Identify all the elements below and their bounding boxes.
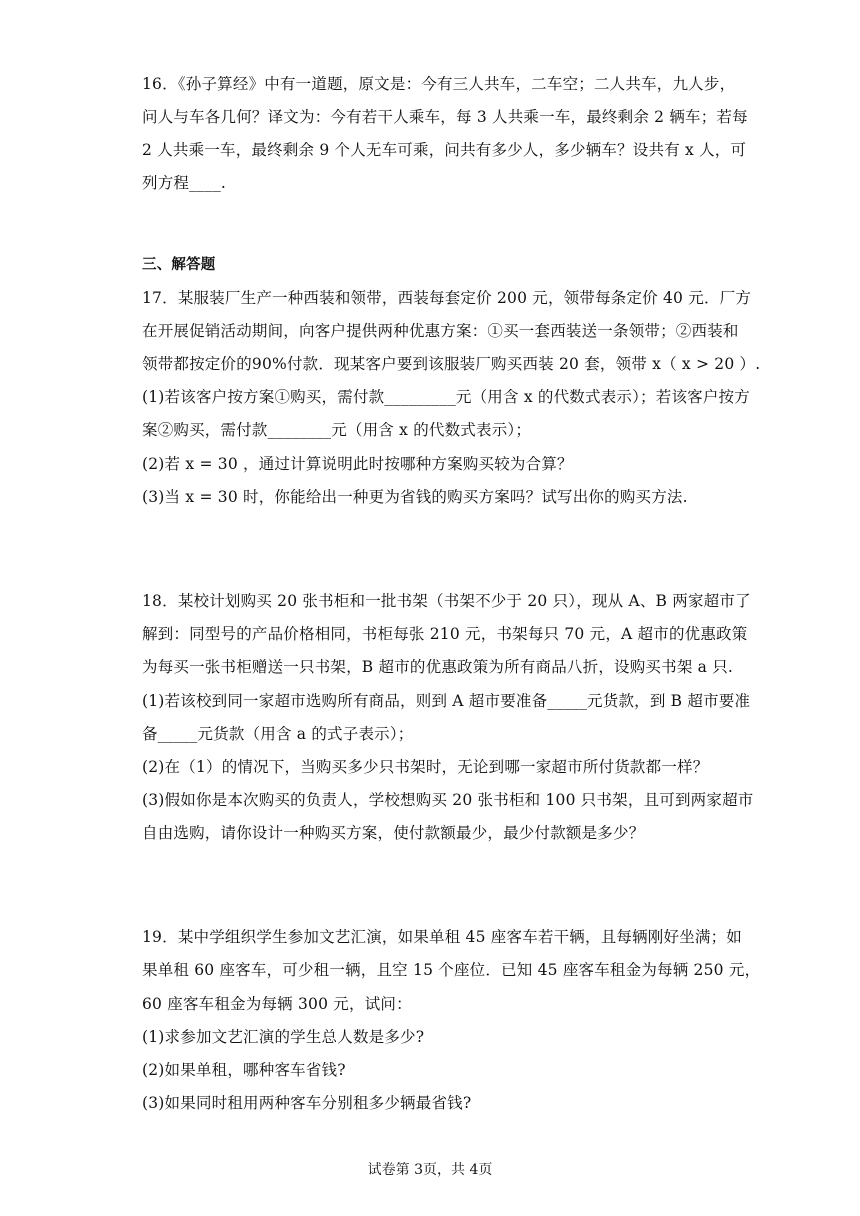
question-19-part-3: (3)如果同时租用两种客车分别租多少辆最省钱? [142, 1094, 472, 1112]
question-19-line-2: 果单租 60 座客车，可少租一辆，且空 15 个座位．已知 45 座客车租金为每辆 250 元， [142, 961, 761, 979]
question-16-line-3: 2 人共乘一车，最终剩余 9 个人无车可乘，问共有多少人，多少辆车？设共有 x 人，可 [142, 141, 747, 159]
question-19-line-3: 60 座客车租金为每辆 300 元，试问： [142, 995, 412, 1013]
question-18-part-2: (2)在（1）的情况下，当购买多少只书架时，无论到哪一家超市所付货款都一样？ [142, 758, 709, 776]
question-18-part-1-line-1: (1)若该校到同一家超市选购所有商品，则到 A 超市要准备_____元货款，到 B 超市要准 [142, 692, 751, 710]
question-19-part-1: (1)求参加文艺汇演的学生总人数是多少? [142, 1028, 425, 1046]
question-18-part-3-line-1: (3)假如你是本次购买的负责人，学校想购买 20 张书柜和 100 只书架，且可到两家超市 [142, 791, 754, 809]
question-16-line-2: 问人与车各几何？译文为：今有若干人乘车，每 3 人共乘一车，最终剩余 2 辆车；若每 [142, 108, 748, 126]
question-17-part-2: (2)若 x = 30 ，通过计算说明此时按哪种方案购买较为合算？ [142, 455, 573, 473]
question-16-line-1: 16．《孙子算经》中有一道题，原文是：今有三人共车，二车空；二人共车，九人步， [142, 75, 736, 93]
question-17-line-2: 在开展促销活动期间，向客户提供两种优惠方案：①买一套西装送一条领带；②西装和 [142, 322, 739, 340]
question-18-line-2: 解到：同型号的产品价格相同，书柜每张 210 元，书架每只 70 元，A 超市的优惠政策 [142, 625, 748, 643]
question-17-part-1-line-2: 案②购买，需付款________元（用含 x 的代数式表示）； [142, 421, 532, 439]
page-footer: 试卷第 3页，共 4页 [367, 1162, 493, 1178]
question-18-part-1-line-2: 备_____元货款（用含 a 的式子表示）； [142, 725, 414, 743]
question-18-part-3-line-2: 自由选购，请你设计一种购买方案，使付款额最少，最少付款额是多少？ [142, 824, 645, 842]
section-heading: 三、解答题 [142, 257, 216, 273]
question-19-part-2: (2)如果单租，哪种客车省钱? [142, 1061, 346, 1079]
question-18-line-3: 为每买一张书柜赠送一只书架，B 超市的优惠政策为所有商品八折，设购买书架 a 只. [142, 658, 734, 676]
question-17-part-1-line-1: (1)若该客户按方案①购买，需付款_________元（用含 x 的代数式表示）；若该客户按方 [142, 388, 750, 406]
question-17-line-1: 17．某服装厂生产一种西装和领带，西装每套定价 200 元，领带每条定价 40 元．厂方 [142, 289, 752, 307]
question-17-line-3: 领带都按定价的90%付款．现某客户要到该服装厂购买西装 20 套，领带 x（ x > 20 ）. [142, 355, 761, 373]
question-16-line-4: 列方程____. [142, 174, 227, 192]
question-19-line-1: 19．某中学组织学生参加文艺汇演，如果单租 45 座客车若干辆，且每辆刚好坐满；如 [142, 928, 743, 946]
question-18-line-1: 18．某校计划购买 20 张书柜和一批书架（书架不少于 20 只），现从 A、B 两家超市了 [142, 592, 751, 610]
question-17-part-3: (3)当 x = 30 时，你能给出一种更为省钱的购买方案吗？试写出你的购买方法. [142, 488, 688, 506]
